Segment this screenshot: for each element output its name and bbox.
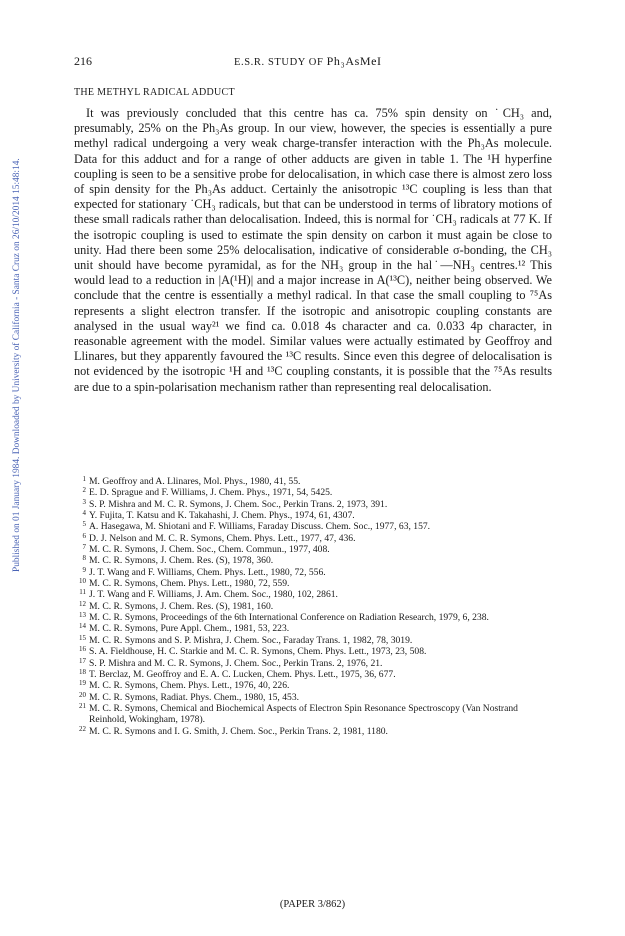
reference-text: M. C. R. Symons, Radiat. Phys. Chem., 1980, 15, 453. [89,691,300,703]
reference-item [74,680,554,691]
reference-number: 8 [82,554,86,563]
reference-text: A. Hasegawa, M. Shiotani and F. Williams, Faraday Discuss. Chem. Soc., 1977, 63, 157. [89,521,431,533]
reference-number: 9 [82,565,86,574]
reference-item [74,567,554,578]
reference-item [74,487,554,498]
reference-number: 18 [79,667,86,676]
reference-number: 14 [79,622,86,631]
reference-item [74,703,554,726]
reference-text: M. C. R. Symons, J. Chem. Res. (S), 1978, 360. [89,555,274,567]
reference-item [74,601,554,612]
reference-text: J. T. Wang and F. Williams, J. Am. Chem. Soc., 1980, 102, 2861. [89,589,338,601]
reference-text: S. P. Mishra and M. C. R. Symons, J. Chem. Soc., Perkin Trans. 2, 1976, 21. [89,657,383,669]
reference-item [74,555,554,566]
paper-id: (PAPER 3/862) [279,899,346,910]
reference-number: 15 [79,633,86,642]
page-number: 216 [74,54,92,68]
reference-text: S. A. Fieldhouse, H. C. Starkie and M. C. R. Symons, Chem. Phys. Lett., 1973, 23, 508. [89,646,427,658]
reference-number: 21 [79,701,86,710]
body-paragraph: It was previously concluded that this centre has ca. 75% spin density on ˙CH₃ and, presumably, 25% on the Ph₃As group. In our view, however, the species is essentially a pure methyl radical undergoing a very weak charge-transfer interaction with the Ph₃As molecule. Data for this adduct and for a range of other adducts are given in table 1. The ¹H hyperfine coupling is seen to be a sensitive probe for delocalisation, in which case there is almost zero loss of spin density for the Ph₃As adduct. Certainly the anisotropic ¹³C coupling is less than that expected for stationary ˙CH₃ radicals, but that can be understood in terms of libratory motions of these small radicals rather than delocalisation. Indeed, this is normal for ˙CH₃ radicals at 77 K. If the isotropic coupling is used to estimate the spin density on carbon it must again be close to unity. Had there been some 25% delocalisation, indicative of considerable σ-bonding, the CH₃ unit should have become pyramidal, as for the NH₃ group in the hal˙—NH₃ centres.¹² This would lead to a reduction in |A(¹H)| and a major increase in A(¹³C), neither being observed. We conclude that the centre is essentially a methyl radical. In that case the small coupling to ⁷⁵As represents a slight electron transfer. If the isotropic and anisotropic coupling constants are analysed in the usual way²¹ we find ca. 0.018 4s character and ca. 0.033 4p character, in reasonable agreement with the model. Similar values were actually estimated by Geoffroy and Llinares, but they apparently favoured the ¹³C results. Since even this degree of delocalisation is not evidenced by the isotropic ¹H and ¹³C coupling constants, it is possible that the ⁷⁵As results are due to a spin-polarisation mechanism rather than representing real delocalisation. [74,106,552,394]
reference-text: T. Berclaz, M. Geoffroy and E. A. C. Lucken, Chem. Phys. Lett., 1975, 36, 677. [89,668,396,680]
reference-text: M. C. R. Symons and S. P. Mishra, J. Chem. Soc., Faraday Trans. 1, 1982, 78, 3019. [89,634,413,646]
reference-text: M. C. R. Symons and I. G. Smith, J. Chem. Soc., Perkin Trans. 2, 1981, 1180. [89,725,388,737]
reference-item [74,669,554,680]
reference-number: 5 [82,520,86,529]
reference-text: S. P. Mishra and M. C. R. Symons, J. Chem. Soc., Perkin Trans. 2, 1973, 391. [89,498,388,510]
reference-item [74,635,554,646]
running-head [234,54,382,69]
reference-number: 17 [79,656,86,665]
reference-item [74,544,554,555]
reference-number: 6 [82,531,86,540]
reference-text: M. C. R. Symons, Proceedings of the 6th International Conference on Radiation Research, 1979, 6, 238. [89,612,489,624]
reference-item [74,510,554,521]
reference-item [74,692,554,703]
reference-number: 19 [79,679,86,688]
reference-number: 13 [79,611,86,620]
reference-item [74,646,554,657]
reference-text: M. C. R. Symons, Chem. Phys. Lett., 1976, 40, 226. [89,680,290,692]
reference-number: 4 [82,509,86,518]
reference-number: 16 [79,645,86,654]
reference-item [74,533,554,544]
reference-text: M. C. R. Symons, J. Chem. Soc., Chem. Commun., 1977, 408. [89,544,330,556]
reference-text: M. C. R. Symons, J. Chem. Res. (S), 1981, 160. [89,600,274,612]
reference-number: 10 [79,577,86,586]
reference-item [74,658,554,669]
reference-text: M. C. R. Symons, Chem. Phys. Lett., 1980, 72, 559. [89,578,290,590]
download-watermark [0,0,20,936]
download-notice[interactable]: Published on 01 January 1984. Downloaded by University of California - Santa Cruz on 26/10/2014 15:48:14. [12,158,22,572]
running-head-title: E.S.R. STUDY OF [234,57,327,68]
reference-text: D. J. Nelson and M. C. R. Symons, Chem. Phys. Lett., 1977, 47, 436. [89,532,356,544]
reference-number: 1 [82,475,86,483]
reference-number: 20 [79,690,86,699]
reference-item [74,623,554,634]
reference-list [74,476,554,737]
page-header [74,54,552,70]
reference-text: M. C. R. Symons, Chemical and Biochemical Aspects of Electron Spin Resonance Spectroscopy (Van Nostrand Reinhold, Wokingham, 1978). [89,702,518,726]
running-head-formula: Ph₃AsMeI [326,54,382,68]
reference-number: 11 [79,588,86,597]
reference-item [74,499,554,510]
reference-number: 12 [79,599,86,608]
reference-text: J. T. Wang and F. Williams, Chem. Phys. Lett., 1980, 72, 556. [89,566,326,578]
reference-item [74,589,554,600]
reference-number: 2 [82,486,86,495]
reference-text: M. C. R. Symons, Pure Appl. Chem., 1981, 53, 223. [89,623,290,635]
reference-number: 22 [79,724,86,733]
reference-item [74,476,554,487]
reference-text: M. Geoffroy and A. Llinares, Mol. Phys., 1980, 41, 55. [89,476,301,487]
reference-item [74,578,554,589]
reference-item [74,726,554,737]
reference-number: 7 [82,543,86,552]
section-heading: THE METHYL RADICAL ADDUCT [74,87,235,98]
reference-number: 3 [82,497,86,506]
reference-text: Y. Fujita, T. Katsu and K. Takahashi, J. Chem. Phys., 1974, 61, 4307. [89,510,355,522]
reference-item [74,521,554,532]
reference-item [74,612,554,623]
reference-text: E. D. Sprague and F. Williams, J. Chem. Phys., 1971, 54, 5425. [89,487,333,499]
